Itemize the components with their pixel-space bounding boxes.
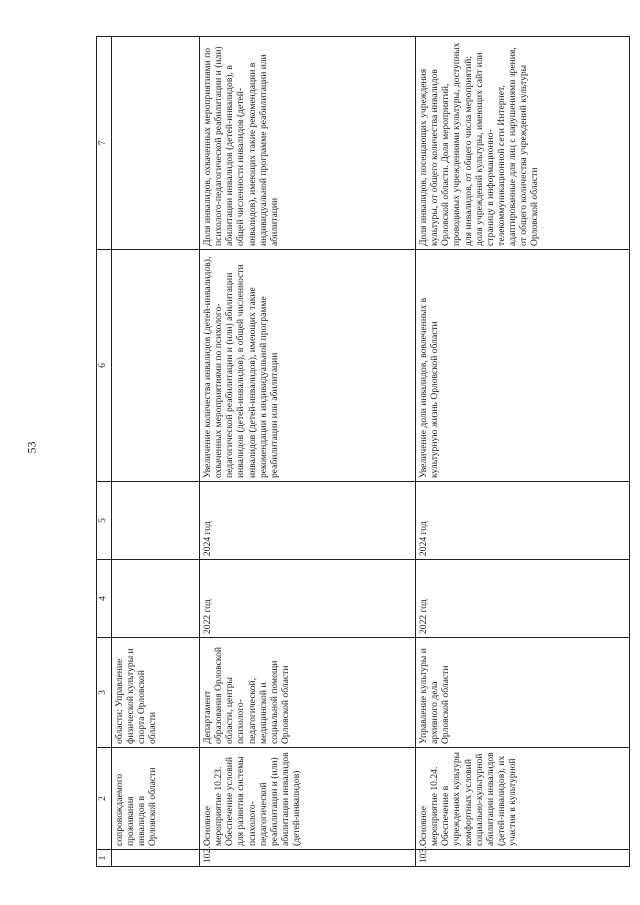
executor: области; Управление физической культуры и спорта Орловской области xyxy=(112,638,200,748)
measure-name: Основное мероприятие 10.23. Обеспечение условий для развития системы психолого-педагогической реабилитации и (или) абилитации инвалидов (детей-инвалидов) xyxy=(200,748,416,850)
expected-result: Увеличение количества инвалидов (детей-инвалидов), охваченных мероприятиями по психолого-педагогической реабилитации и (или) абилитации инвалидов (детей-инвалидов), в общей численности инвалидов (детей-инвалидов), имеющих такие рекомендации в индивидуальной программе реабилитации или абилитации xyxy=(200,250,416,482)
start-year: 2022 год xyxy=(200,560,416,638)
row-number xyxy=(112,850,200,867)
end-year xyxy=(112,482,200,560)
measures-table xyxy=(96,36,630,867)
header-col-5: 5 xyxy=(97,482,112,560)
header-col-2: 2 xyxy=(97,748,112,850)
start-year xyxy=(112,560,200,638)
table-row xyxy=(112,37,200,867)
header-col-7: 7 xyxy=(97,37,112,250)
header-col-4: 4 xyxy=(97,560,112,638)
expected-result xyxy=(112,250,200,482)
header-col-6: 6 xyxy=(97,250,112,482)
end-year: 2024 год xyxy=(416,482,630,560)
rotated-table-page xyxy=(96,37,630,867)
table-row xyxy=(416,37,630,867)
measure-name: Основное мероприятие 10.24. Обеспечение в учреждениях культуры комфортных условий социально-культурной абилитации инвалидов (детей-инвалидов), их участия в культурной xyxy=(416,748,630,850)
executor: Департамент образования Орловской области, центры психолого-педагогической, медицинской и социальной помощи Орловской области xyxy=(200,638,416,748)
row-number: 103. xyxy=(416,850,630,867)
header-col-1: 1 xyxy=(97,850,112,867)
indicator: Доля инвалидов, посещающих учреждения культуры, от общего количества инвалидов Орловской области. Доля мероприятий, проводимых учреждениями культуры, доступных для инвалидов, от общего числа мероприятий; доля учреждений культуры, имеющих сайт или страницу в информационно-телекоммуникационной сети Интернет, адаптированные для лиц с нарушениями зрения, от общего количества учреждений культуры Орловской области xyxy=(416,37,630,250)
page-number: 53 xyxy=(24,441,39,454)
measure-name: сопровождаемого проживания инвалидов в Орловской области xyxy=(112,748,200,850)
table-header-row xyxy=(97,37,112,867)
indicator: Доля инвалидов, охваченных мероприятиями по психолого-педагогической реабилитации и (или) абилитации инвалидов (детей-инвалидов), в общей численности инвалидов (детей-инвалидов), имеющих такие рекомендации в индивидуальной программе реабилитации или абилитации xyxy=(200,37,416,250)
table-row xyxy=(200,37,416,867)
executor: Управление культуры и архивного дела Орловской области xyxy=(416,638,630,748)
header-col-3: 3 xyxy=(97,638,112,748)
end-year: 2024 год xyxy=(200,482,416,560)
row-number: 102. xyxy=(200,850,416,867)
start-year: 2022 год xyxy=(416,560,630,638)
indicator xyxy=(112,37,200,250)
expected-result: Увеличение доли инвалидов, вовлеченных в культурную жизнь Орловской области xyxy=(416,250,630,482)
